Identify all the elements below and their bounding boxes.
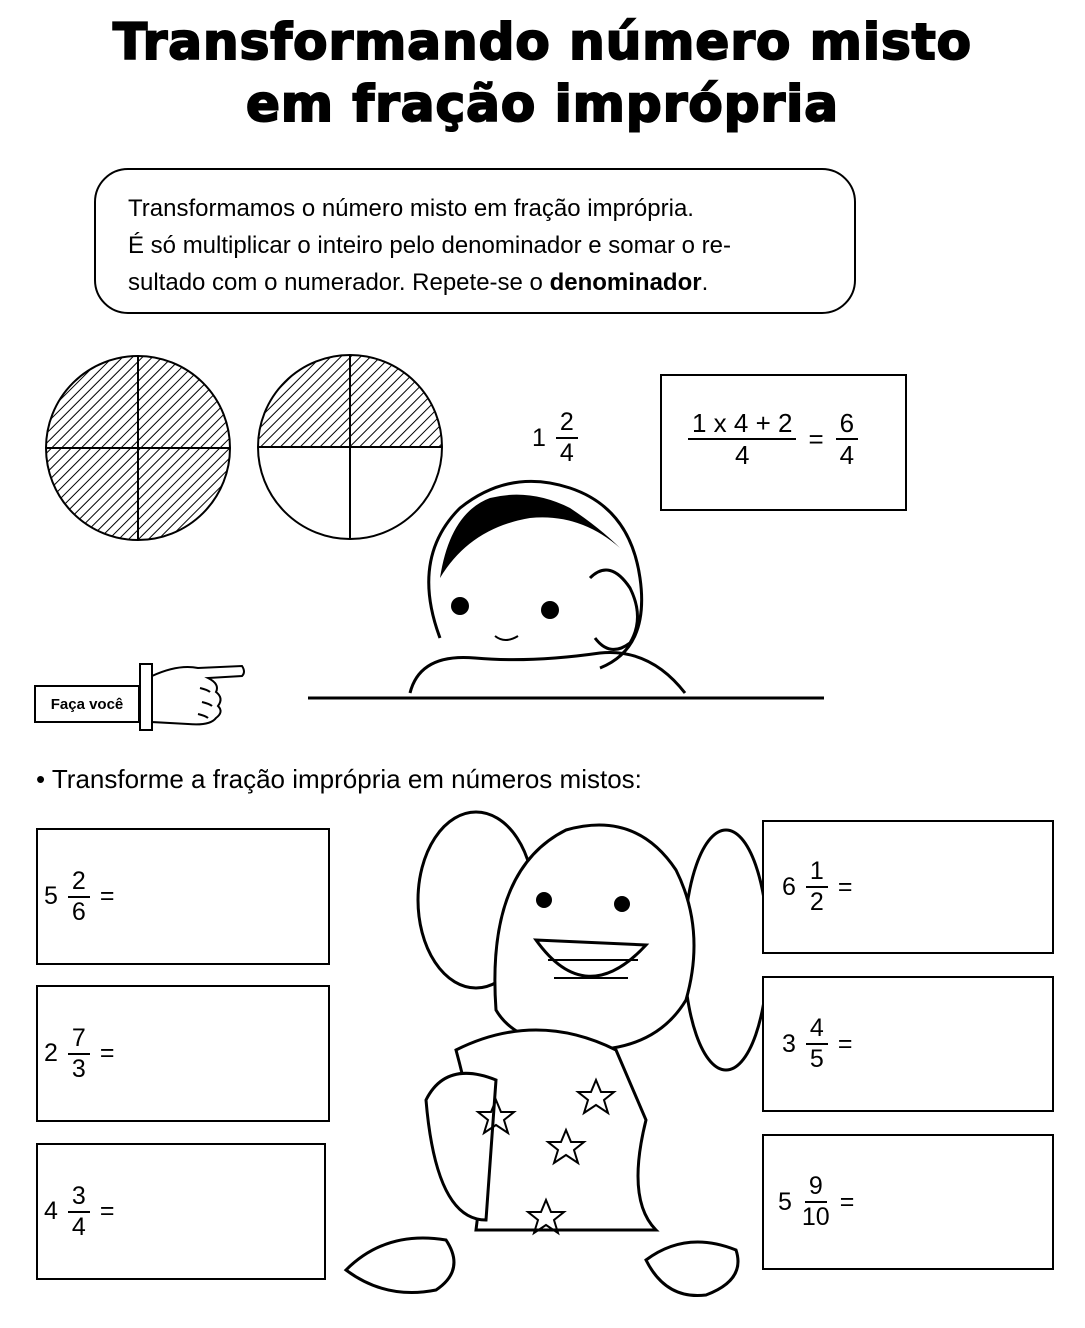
exercise-6-numerator: 9 — [805, 1174, 827, 1203]
explanation-line-2: É só multiplicar o inteiro pelo denominador e somar o re- — [128, 232, 731, 259]
exercise-2-whole: 2 — [44, 1039, 58, 1067]
exercise-3-denominator: 4 — [71, 1212, 86, 1241]
explanation-box — [94, 168, 856, 314]
full-circle — [46, 356, 230, 540]
exercise-box-6[interactable] — [762, 1134, 1054, 1270]
exercise-2-equals: = — [99, 1039, 115, 1067]
exercise-3-equals: = — [99, 1197, 115, 1225]
exercise-4-denominator: 2 — [809, 888, 824, 916]
exercise-6-fraction — [802, 1174, 830, 1230]
pointing-hand-icon — [138, 654, 248, 736]
exercise-5-whole: 3 — [782, 1029, 796, 1058]
exercise-3-numerator: 3 — [68, 1184, 90, 1213]
exercise-4-numerator: 1 — [806, 859, 828, 888]
exercise-1-equals: = — [99, 882, 115, 910]
exercise-4-fraction — [806, 859, 828, 915]
exercise-1-whole: 5 — [44, 882, 58, 910]
exercise-1-denominator: 6 — [71, 897, 86, 926]
smiling-girl-illustration — [326, 800, 762, 1310]
equals-sign: = — [808, 423, 824, 454]
example-fraction — [556, 410, 578, 466]
exercise-box-3[interactable] — [36, 1143, 326, 1280]
explanation-line-3-text: sultado com o numerador. Repete-se o — [128, 269, 550, 296]
exercise-2-numerator: 7 — [68, 1026, 90, 1055]
example-whole: 1 — [532, 423, 546, 452]
exercise-5-denominator: 5 — [809, 1045, 824, 1073]
exercise-4-equals: = — [837, 872, 853, 901]
exercise-2-denominator: 3 — [71, 1054, 86, 1083]
expression-denominator: 4 — [735, 440, 750, 470]
page-title-line-1: Transformando número misto — [113, 13, 972, 71]
page-title-line-2: em fração imprópria — [245, 75, 840, 133]
expression-numerator: 1 x 4 + 2 — [688, 410, 796, 440]
exercise-instruction — [36, 764, 642, 795]
example-denominator: 4 — [559, 439, 574, 467]
exercise-3-fraction — [68, 1181, 90, 1241]
instruction-text: Transforme a fração imprópria em números mistos: — [51, 764, 642, 794]
result-fraction — [836, 410, 858, 468]
equation — [688, 410, 858, 468]
exercise-2-fraction — [68, 1023, 90, 1083]
exercise-1-numerator: 2 — [68, 869, 90, 898]
thinking-boy-illustration — [300, 468, 830, 708]
exercise-6-whole: 5 — [778, 1187, 792, 1216]
example-numerator: 2 — [556, 410, 578, 439]
exercise-6-equals: = — [839, 1187, 855, 1216]
explanation-line-3 — [128, 264, 854, 301]
bullet: • — [36, 764, 46, 794]
exercise-6-denominator: 10 — [801, 1203, 830, 1231]
exercise-3-whole: 4 — [44, 1197, 58, 1225]
faca-voce-label: Faça você — [34, 685, 140, 723]
exercise-5-numerator: 4 — [806, 1016, 828, 1045]
explanation-bold-word: denominador — [549, 269, 702, 296]
result-numerator: 6 — [836, 410, 858, 440]
explanation-period: . — [701, 269, 709, 296]
exercise-box-5[interactable] — [762, 976, 1054, 1112]
result-denominator: 4 — [839, 440, 855, 470]
exercise-5-equals: = — [837, 1029, 853, 1058]
exercise-4-whole: 6 — [782, 872, 796, 901]
exercise-box-4[interactable] — [762, 820, 1054, 954]
exercise-box-1[interactable] — [36, 828, 330, 965]
example-mixed-number — [532, 410, 578, 466]
explanation-line-1: Transformamos o número misto em fração imprópria. — [128, 195, 694, 222]
exercise-1-fraction — [68, 866, 90, 926]
expression-fraction — [688, 410, 796, 468]
exercise-5-fraction — [806, 1016, 828, 1072]
exercise-box-2[interactable] — [36, 985, 330, 1122]
